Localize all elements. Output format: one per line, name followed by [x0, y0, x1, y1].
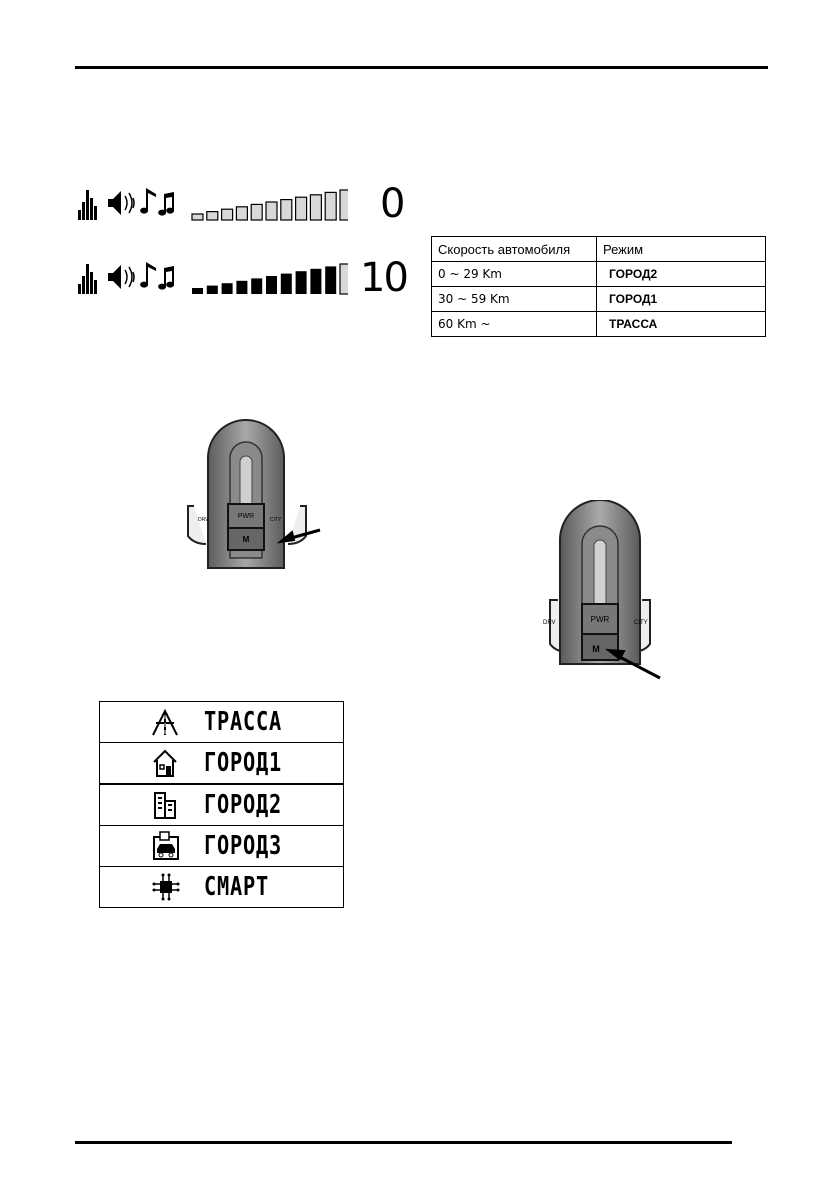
- volume-bar: [310, 269, 321, 294]
- volume-bar: [192, 288, 203, 294]
- volume-bar: [296, 197, 307, 220]
- mode-item-city3: [100, 826, 343, 867]
- volume-value-min: 0: [380, 181, 404, 227]
- volume-bar: [222, 209, 233, 220]
- m-label: M: [592, 644, 600, 654]
- mode-item-city2: [100, 785, 343, 826]
- top-rule: [75, 66, 768, 69]
- mode-item-smart: [100, 867, 343, 907]
- cell-speed: 60 Km ~: [432, 312, 597, 337]
- music-note-icon: [140, 262, 174, 290]
- table-row: [432, 287, 766, 312]
- chip-icon: [151, 872, 181, 902]
- volume-bars-full: [192, 264, 348, 294]
- volume-bar: [207, 286, 218, 294]
- volume-bar: [236, 207, 247, 220]
- volume-bar: [310, 195, 321, 220]
- city-label: CITY: [270, 517, 282, 523]
- volume-bar: [236, 281, 247, 294]
- equalizer-icon: [78, 264, 97, 294]
- mode-label: ГОРОД1: [204, 748, 282, 778]
- mode-label: ГОРОД2: [204, 790, 282, 820]
- volume-bar: [251, 204, 262, 220]
- volume-value-max: 10: [360, 255, 407, 301]
- pwr-label: PWR: [237, 513, 255, 520]
- mode-item-highway: [100, 702, 343, 743]
- drv-label: DRV: [543, 620, 556, 626]
- mode-list: [99, 701, 344, 908]
- volume-bar: [266, 202, 277, 220]
- table-header-row: [432, 237, 766, 262]
- volume-bar: [192, 214, 203, 220]
- highway-icon: [151, 707, 181, 737]
- equalizer-icon: [78, 190, 97, 220]
- table-row: [432, 262, 766, 287]
- volume-bars-empty: [192, 190, 348, 220]
- device-illustration-small: [180, 418, 330, 574]
- buildings-icon: [151, 790, 181, 820]
- header-mode: Режим: [597, 237, 766, 262]
- speed-mode-table: [431, 236, 766, 337]
- music-note-icon: [140, 188, 174, 216]
- cell-mode: ТРАССА: [597, 312, 766, 337]
- cell-mode: ГОРОД1: [597, 287, 766, 312]
- volume-display-min: [78, 182, 408, 226]
- volume-bar: [251, 278, 262, 294]
- volume-bar: [222, 283, 233, 294]
- speaker-icon: [108, 191, 134, 215]
- pwr-label: PWR: [590, 615, 610, 624]
- volume-bar: [325, 266, 336, 294]
- mode-label: СМАРТ: [204, 872, 269, 902]
- cell-speed: 0 ~ 29 Km: [432, 262, 597, 287]
- cell-speed: 30 ~ 59 Km: [432, 287, 597, 312]
- city-label: CITY: [634, 620, 648, 626]
- volume-display-max: [78, 256, 408, 300]
- mode-label: ТРАССА: [204, 707, 282, 737]
- house-icon: [151, 748, 181, 778]
- drv-label: DRV: [198, 517, 209, 523]
- volume-bar: [281, 274, 292, 294]
- header-speed: Скорость автомобиля: [432, 237, 597, 262]
- volume-icons-max: [78, 256, 348, 298]
- volume-bar: [207, 212, 218, 220]
- table-row: [432, 312, 766, 337]
- volume-bar: [266, 276, 277, 294]
- mode-label: ГОРОД3: [204, 831, 282, 861]
- volume-bar: [340, 190, 348, 220]
- volume-bar: [340, 264, 348, 294]
- volume-icons-min: [78, 182, 348, 224]
- volume-bar: [325, 192, 336, 220]
- volume-bar: [281, 200, 292, 220]
- car-city-icon: [151, 831, 181, 861]
- volume-bar: [296, 271, 307, 294]
- cell-mode: ГОРОД2: [597, 262, 766, 287]
- mode-item-city1: [100, 743, 343, 785]
- bottom-rule: [75, 1141, 732, 1144]
- m-label: M: [242, 535, 250, 544]
- speaker-icon: [108, 265, 134, 289]
- device-illustration-large: [538, 500, 668, 685]
